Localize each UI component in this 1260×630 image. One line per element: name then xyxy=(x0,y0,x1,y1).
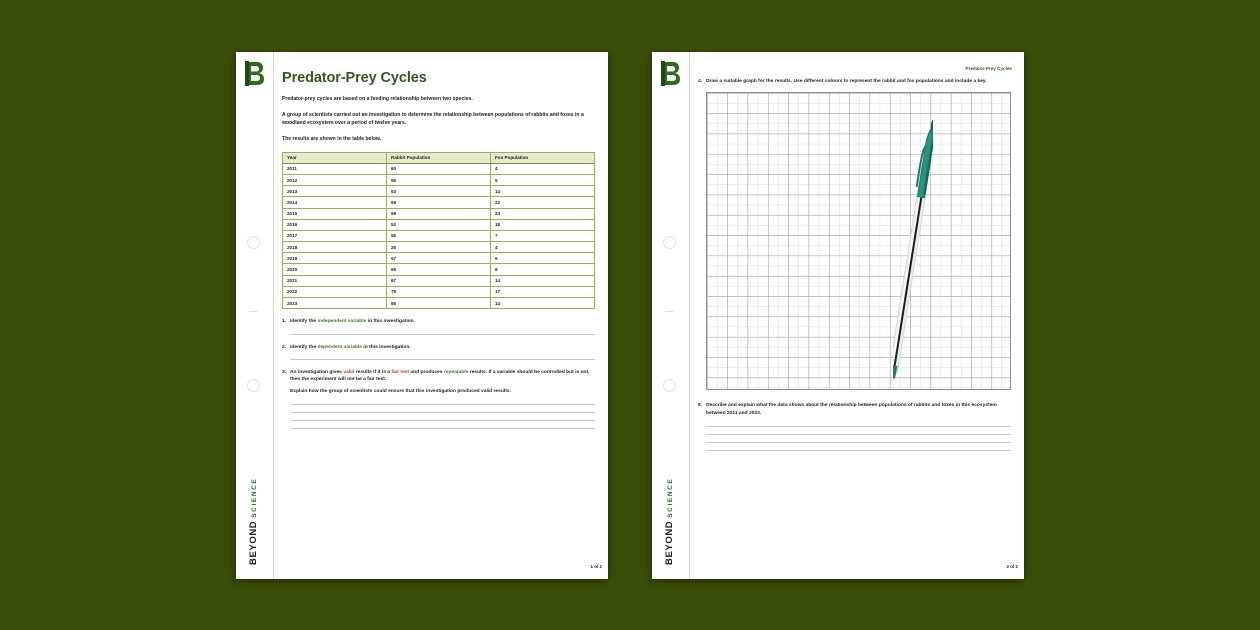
answer-line[interactable] xyxy=(706,426,1011,427)
cell-year: 2011 xyxy=(283,163,387,174)
question-fragment: valid xyxy=(343,369,355,375)
cell-fox: 4 xyxy=(491,163,595,174)
question-fragment: independent variable xyxy=(317,319,367,325)
table-row xyxy=(283,298,595,309)
cell-rabbit: 57 xyxy=(387,253,491,264)
question-3-followup-spacer xyxy=(282,388,290,395)
question-1-number: 1. xyxy=(282,319,287,325)
cell-rabbit: 60 xyxy=(387,163,491,174)
running-head: Predator-Prey Cycles xyxy=(965,66,1012,71)
green-ballpoint-pen xyxy=(893,101,933,391)
answer-line[interactable] xyxy=(290,428,595,429)
page-title: Predator-Prey Cycles xyxy=(282,70,427,86)
intro-paragraph-1: Predator-prey cycles are based on a feeding relationship between two species. xyxy=(282,96,473,102)
question-3-followup xyxy=(282,388,598,395)
cell-rabbit: 65 xyxy=(387,298,491,309)
table-header-row xyxy=(283,152,595,163)
cell-year: 2013 xyxy=(283,186,387,197)
column-header-rabbit: Rabbit Population xyxy=(387,152,491,163)
cell-rabbit: 55 xyxy=(387,174,491,185)
cell-rabbit: 52 xyxy=(387,219,491,230)
cell-fox: 24 xyxy=(491,208,595,219)
fold-mark xyxy=(665,311,674,312)
table-body xyxy=(283,163,595,308)
cell-rabbit: 65 xyxy=(387,264,491,275)
question-3-number: 3. xyxy=(282,369,287,375)
question-2 xyxy=(282,344,598,351)
cell-year: 2014 xyxy=(283,197,387,208)
question-3 xyxy=(282,369,598,384)
question-5-number: 5. xyxy=(698,403,703,409)
cell-fox: 22 xyxy=(491,197,595,208)
population-data-table xyxy=(282,152,595,310)
table-row xyxy=(283,264,595,275)
question-2-text xyxy=(290,344,598,351)
cell-fox: 5 xyxy=(491,174,595,185)
question-fragment: results if it is a xyxy=(354,369,392,375)
cell-year: 2017 xyxy=(283,230,387,241)
cell-fox: 14 xyxy=(491,298,595,309)
table-row xyxy=(283,242,595,253)
table-row xyxy=(283,197,595,208)
cell-fox: 17 xyxy=(491,286,595,297)
brand-sidebar xyxy=(658,455,684,565)
question-fragment: Identify the xyxy=(290,344,318,350)
table-row xyxy=(283,208,595,219)
brand-sidebar xyxy=(242,455,268,565)
answer-line[interactable] xyxy=(706,450,1011,451)
table-row xyxy=(283,230,595,241)
cell-rabbit: 69 xyxy=(387,197,491,208)
cell-rabbit: 79 xyxy=(387,286,491,297)
table-row xyxy=(283,163,595,174)
answer-line-q2[interactable] xyxy=(290,359,595,360)
answer-line[interactable] xyxy=(290,412,595,413)
question-fragment: Identify the xyxy=(290,319,318,325)
question-fragment: and produces xyxy=(409,369,444,375)
cell-rabbit: 26 xyxy=(387,242,491,253)
question-fragment: An investigation gives xyxy=(290,369,344,375)
question-3-followup-text: Explain how the group of scientists could ensure that this investigation produced valid results. xyxy=(290,388,511,394)
answer-line[interactable] xyxy=(290,420,595,421)
cell-year: 2019 xyxy=(283,253,387,264)
beyond-b-logo-icon xyxy=(659,60,681,86)
cell-fox: 6 xyxy=(491,253,595,264)
page-1-content xyxy=(282,52,598,579)
question-2-number: 2. xyxy=(282,344,287,350)
page-2-answer-lines xyxy=(698,426,1014,451)
cell-rabbit: 67 xyxy=(387,275,491,286)
question-4-number: 4. xyxy=(698,79,703,84)
answer-line[interactable] xyxy=(706,434,1011,435)
cell-fox: 14 xyxy=(491,186,595,197)
cell-year: 2016 xyxy=(283,219,387,230)
table-row xyxy=(283,253,595,264)
cell-year: 2020 xyxy=(283,264,387,275)
cell-year: 2021 xyxy=(283,275,387,286)
question-fragment: in this investigation. xyxy=(362,344,411,350)
page-1-left-rail xyxy=(236,52,274,579)
worksheet-page-2 xyxy=(652,52,1024,579)
table-row xyxy=(283,275,595,286)
cell-rabbit: 63 xyxy=(387,186,491,197)
page-1-number: 1 of 2 xyxy=(590,564,602,569)
worksheet-page-1 xyxy=(236,52,608,579)
punch-hole-top xyxy=(663,236,676,249)
cell-rabbit: 55 xyxy=(387,230,491,241)
table-row xyxy=(283,186,595,197)
page-1-answer-lines xyxy=(282,404,598,429)
table-row xyxy=(283,286,595,297)
answer-line[interactable] xyxy=(290,404,595,405)
cell-year: 2018 xyxy=(283,242,387,253)
question-5-text: Describe and explain what the data shows about the relationship between populations of rabbits and foxes in this ecosystem between 2011 and 2023. xyxy=(706,403,997,416)
cell-year: 2023 xyxy=(283,298,387,309)
question-fragment: fair test xyxy=(391,369,410,375)
cell-fox: 4 xyxy=(491,242,595,253)
answer-line[interactable] xyxy=(706,442,1011,443)
question-fragment: results. If a variable should be controlled but is not, then the experiment will not be a fair test. xyxy=(290,369,590,383)
question-fragment: dependent variable xyxy=(317,344,363,350)
cell-year: 2012 xyxy=(283,174,387,185)
question-fragment: repeatable xyxy=(443,369,469,375)
cell-fox: 8 xyxy=(491,264,595,275)
punch-hole-top xyxy=(247,236,260,249)
answer-line-q1[interactable] xyxy=(290,334,595,335)
question-4 xyxy=(698,78,1014,85)
cell-fox: 7 xyxy=(491,230,595,241)
punch-hole-bottom xyxy=(247,379,260,392)
brand-subject: SCIENCE xyxy=(251,477,258,518)
page-2-number: 2 of 2 xyxy=(1006,564,1018,569)
questions-block xyxy=(282,318,598,429)
cell-rabbit: 59 xyxy=(387,208,491,219)
blank-graph-grid[interactable] xyxy=(706,92,1011,390)
question-fragment: in this investigation. xyxy=(366,319,416,325)
punch-hole-bottom xyxy=(663,379,676,392)
beyond-b-logo-icon xyxy=(243,60,265,86)
intro-paragraph-3: The results are shown in the table below. xyxy=(282,135,382,142)
intro-paragraph-2: A group of scientists carried out an investigation to determine the relationship between populations of rabbits and foxes in a woodland ecosystem over a period of twelve years. xyxy=(282,111,584,126)
cell-fox: 14 xyxy=(491,275,595,286)
question-5 xyxy=(698,402,1014,417)
column-header-fox: Fox Population xyxy=(491,152,595,163)
table-row xyxy=(283,219,595,230)
question-3-text xyxy=(290,369,598,384)
question-4-text: Draw a suitable graph for the results. Use different colours to represent the rabbit and fox populations and include a key. xyxy=(706,79,987,84)
brand-subject: SCIENCE xyxy=(667,477,674,518)
fold-mark xyxy=(249,311,258,312)
cell-fox: 18 xyxy=(491,219,595,230)
brand-name: BEYOND xyxy=(664,520,675,565)
column-header-year: Year xyxy=(283,152,387,163)
table-row xyxy=(283,174,595,185)
cell-year: 2022 xyxy=(283,286,387,297)
cell-year: 2015 xyxy=(283,208,387,219)
question-1-text xyxy=(290,318,598,325)
page-2-content xyxy=(698,52,1014,579)
brand-name: BEYOND xyxy=(248,520,259,565)
question-1 xyxy=(282,318,598,325)
page-2-left-rail xyxy=(652,52,690,579)
